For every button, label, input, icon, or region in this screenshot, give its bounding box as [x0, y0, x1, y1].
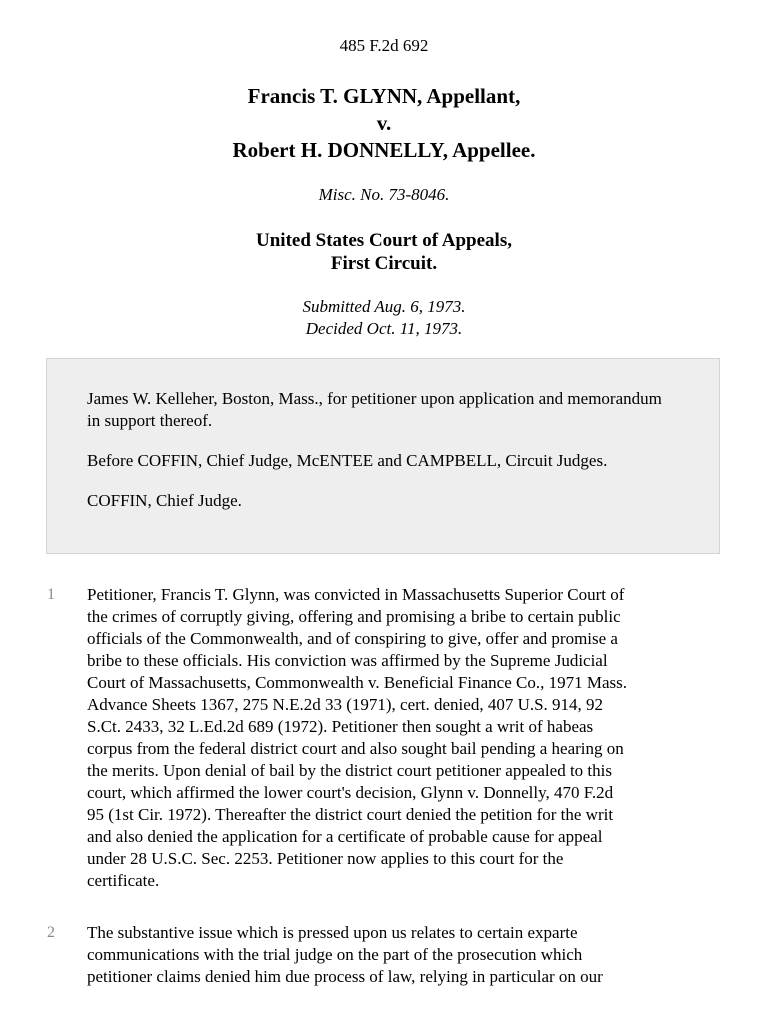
opinion-author: COFFIN, Chief Judge.	[87, 491, 242, 510]
paragraph-text	[87, 584, 727, 892]
text-line: court, which affirmed the lower court's decision, Glynn v. Donnelly, 470 F.2d	[87, 783, 614, 802]
text-line: petitioner claims denied him due process of law, relying in particular on our	[87, 967, 603, 986]
panel-statement: Before COFFIN, Chief Judge, McENTEE and CAMPBELL, Circuit Judges.	[87, 451, 608, 470]
case-citation: 485 F.2d 692	[339, 36, 429, 55]
text-line: the crimes of corruptly giving, offering and promising a bribe to certain public	[87, 607, 621, 626]
court-name-line-2: First Circuit.	[330, 253, 438, 274]
text-line: and also denied the application for a certificate of probable cause for appeal	[87, 827, 603, 846]
text-line: officials of the Commonwealth, and of conspiring to give, offer and promise a	[87, 629, 618, 648]
versus-label: v.	[376, 111, 392, 135]
appellee-name: Robert H. DONNELLY, Appellee.	[232, 138, 536, 162]
text-line: bribe to these officials. His conviction was affirmed by the Supreme Judicial	[87, 651, 608, 670]
counsel-statement: James W. Kelleher, Boston, Mass., for petitioner upon application and memorandum in support thereof.	[87, 389, 662, 430]
text-line: Advance Sheets 1367, 275 N.E.2d 33 (1971), cert. denied, 407 U.S. 914, 92	[87, 695, 604, 714]
text-line: corpus from the federal district court and also sought bail pending a hearing on	[87, 739, 624, 758]
text-line: under 28 U.S.C. Sec. 2253. Petitioner now applies to this court for the	[87, 849, 564, 868]
court-name-line-1: United States Court of Appeals,	[256, 230, 512, 251]
submitted-date: Submitted Aug. 6, 1973.	[302, 297, 466, 316]
text-line: the merits. Upon denial of bail by the district court petitioner appealed to this	[87, 761, 612, 780]
paragraph-number: 1	[47, 586, 55, 603]
docket-number: Misc. No. 73-8046.	[318, 185, 450, 204]
text-line: S.Ct. 2433, 32 L.Ed.2d 689 (1972). Petitioner then sought a writ of habeas	[87, 717, 594, 736]
text-line: Petitioner, Francis T. Glynn, was convicted in Massachusetts Superior Court of	[87, 585, 625, 604]
decided-date: Decided Oct. 11, 1973.	[305, 319, 463, 338]
appellant-name: Francis T. GLYNN, Appellant,	[247, 84, 521, 108]
text-line: certificate.	[87, 871, 160, 890]
case-dates	[0, 296, 768, 340]
text-line: 95 (1st Cir. 1972). Thereafter the district court denied the petition for the writ	[87, 805, 614, 824]
text-line: Court of Massachusetts, Commonwealth v. Beneficial Finance Co., 1971 Mass.	[87, 673, 627, 692]
text-line: The substantive issue which is pressed upon us relates to certain exparte	[87, 923, 578, 942]
case-parties	[0, 83, 768, 164]
court-name	[0, 229, 768, 275]
opinion-preamble-box	[46, 358, 720, 554]
text-line: communications with the trial judge on the part of the prosecution which	[87, 945, 583, 964]
paragraph-text	[87, 922, 727, 988]
paragraph-number: 2	[47, 924, 55, 941]
